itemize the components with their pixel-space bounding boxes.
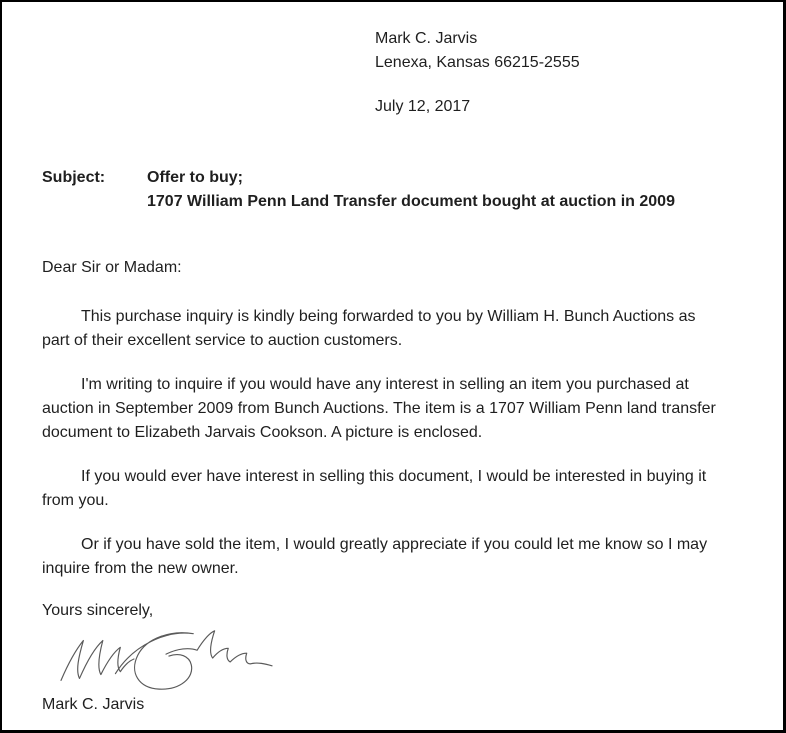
- signature-area: [42, 623, 747, 693]
- body-paragraph-4: Or if you have sold the item, I would greatly appreciate if you could let me know so I may inquire from the new owner.: [42, 536, 708, 577]
- body-paragraph-2: I'm writing to inquire if you would have any interest in selling an item you purchased at auction in September 2009 from Bunch Auctions. The item is a 1707 William Penn land transfer document to Elizabeth Jarvais Cookson. A picture is enclosed.: [42, 376, 716, 441]
- body-paragraph-3: If you would ever have interest in selling this document, I would be interested in buying it from you.: [42, 468, 707, 509]
- sender-block: [375, 27, 747, 119]
- subject-label: Subject:: [42, 169, 106, 186]
- subject-content: [147, 166, 675, 214]
- letter-date: July 12, 2017: [375, 98, 471, 115]
- subject-line-1: Offer to buy;: [147, 169, 243, 186]
- handwritten-signature-icon: [54, 624, 279, 694]
- sender-name: Mark C. Jarvis: [375, 30, 478, 47]
- sender-address: Lenexa, Kansas 66215-2555: [375, 54, 580, 71]
- valediction: Yours sincerely,: [42, 602, 154, 619]
- signature-name: Mark C. Jarvis: [42, 696, 145, 713]
- salutation: Dear Sir or Madam:: [42, 259, 182, 276]
- subject-row: [42, 166, 747, 214]
- subject-line-2: 1707 William Penn Land Transfer document bought at auction in 2009: [147, 193, 675, 210]
- body-paragraph-1: This purchase inquiry is kindly being forwarded to you by William H. Bunch Auctions as part of their excellent service to auction customers.: [42, 308, 696, 349]
